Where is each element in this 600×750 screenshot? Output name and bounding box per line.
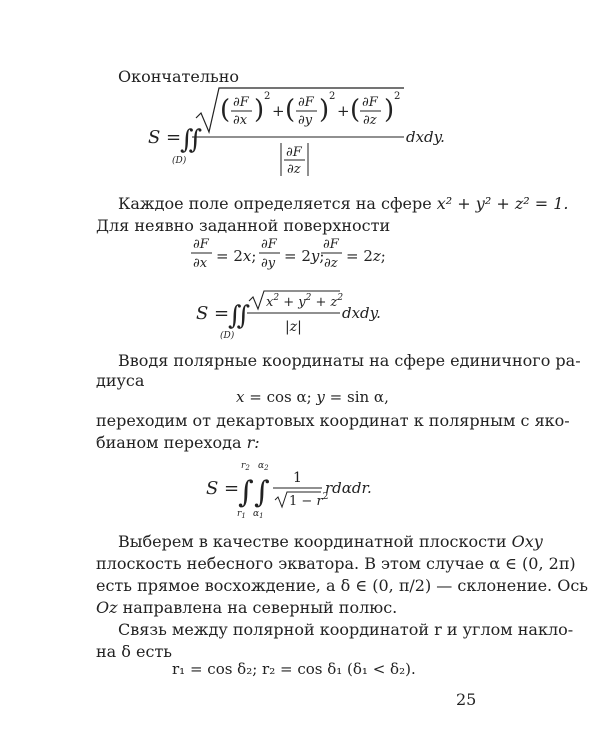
svg-text:∂z: ∂z xyxy=(324,256,338,271)
formula-sphere: x² + y² + z² = 1. xyxy=(436,194,569,213)
svg-text:∫: ∫ xyxy=(254,475,270,510)
formula-r-values: r₁ = cos δ₂; r₂ = cos δ₁ (δ₁ < δ₂). xyxy=(172,660,416,678)
svg-text:=: = xyxy=(166,127,182,148)
svg-text:x2 + y2 + z2: $x^2 + y^2 + z^2$ xyxy=(266,293,344,310)
svg-text:∬: ∬ xyxy=(228,301,251,331)
svg-text:∂F: ∂F xyxy=(286,145,302,160)
page-number: 25 xyxy=(456,690,477,709)
paragraph-relation: Связь между полярной координатой r и углом накло- xyxy=(118,620,574,639)
paragraph-radius: диуса xyxy=(96,371,145,390)
svg-text:∂F: ∂F xyxy=(362,95,378,110)
svg-text:∂F: ∂F xyxy=(261,237,277,252)
paragraph-jacobian: бианом перехода r: xyxy=(96,433,260,452)
paragraph-polar: Вводя полярные координаты на сфере единичного ра- xyxy=(118,351,581,370)
svg-text:(D): (D) xyxy=(220,331,235,341)
svg-text:∂F: ∂F xyxy=(233,95,249,110)
svg-text:|z|: |z| xyxy=(285,319,302,335)
svg-text:dxdy.: dxdy. xyxy=(406,128,445,146)
paragraph-declination: есть прямое восхождение, а δ ∈ (0, π/2) — склонение. Ось xyxy=(96,576,588,595)
svg-text:∂x: ∂x xyxy=(193,256,208,271)
paragraph-equator: плоскость небесного экватора. В этом случае α ∈ (0, 2π) xyxy=(96,554,576,573)
svg-text:): ) xyxy=(319,95,330,125)
svg-text:(: ( xyxy=(350,95,361,125)
svg-text:= 2x;: = 2x; xyxy=(216,247,257,265)
svg-text:+: + xyxy=(272,102,285,120)
svg-text:S: S xyxy=(196,303,209,324)
svg-text:(: ( xyxy=(285,95,296,125)
svg-text:α2: $\alpha_2$ xyxy=(258,461,269,472)
svg-text:): ) xyxy=(254,95,265,125)
svg-text:=: = xyxy=(214,303,230,324)
paragraph-choose: Выберем в качестве координатной плоскости Oxy xyxy=(118,532,543,551)
svg-text:S: S xyxy=(148,127,161,148)
svg-text:2: 2 xyxy=(329,91,336,102)
svg-text:): ) xyxy=(384,95,395,125)
svg-text:1 − r2: $1 - r^2$ xyxy=(289,492,329,509)
svg-text:∂F: ∂F xyxy=(193,237,209,252)
svg-text:r1: $r_1$ xyxy=(237,509,246,520)
svg-text:∂z: ∂z xyxy=(287,162,301,177)
paragraph-axis: Oz направлена на северный полюс. xyxy=(96,598,398,617)
paragraph-angle: на δ есть xyxy=(96,642,173,661)
svg-text:∂F: ∂F xyxy=(298,95,314,110)
svg-text:= 2z;: = 2z; xyxy=(346,247,386,265)
svg-text:1: 1 xyxy=(293,470,302,486)
svg-text:∫: ∫ xyxy=(238,475,254,510)
svg-text:∂y: ∂y xyxy=(298,113,313,128)
svg-text:∬: ∬ xyxy=(180,125,203,155)
formula-polar: x = cos α; y = sin α, xyxy=(236,388,389,406)
svg-text:dxdy.: dxdy. xyxy=(342,304,381,322)
svg-text:∂y: ∂y xyxy=(261,256,276,271)
paragraph-implicit: Для неявно заданной поверхности xyxy=(96,216,391,235)
svg-text:(: ( xyxy=(220,95,231,125)
svg-text:+: + xyxy=(337,102,350,120)
svg-text:2: 2 xyxy=(394,91,401,102)
svg-text:(D): (D) xyxy=(172,156,187,166)
svg-text:r2: $r_2$ xyxy=(241,461,250,472)
paragraph-finally: Окончательно xyxy=(118,67,240,86)
svg-text:= 2y;: = 2y; xyxy=(284,247,325,265)
svg-text:2: 2 xyxy=(264,91,271,102)
svg-text:∂x: ∂x xyxy=(233,113,248,128)
svg-text:∂z: ∂z xyxy=(363,113,377,128)
svg-text:=: = xyxy=(224,478,240,499)
svg-text:∂F: ∂F xyxy=(323,237,339,252)
paragraph-transition: переходим от декартовых координат к полярным с яко- xyxy=(96,411,570,430)
svg-text:α1: $\alpha_1$ xyxy=(253,509,264,520)
svg-text:rdαdr.: rdαdr. xyxy=(325,479,372,497)
svg-text:S: S xyxy=(206,478,219,499)
paragraph-sphere: Каждое поле определяется на сфере x² + y² + z² = 1. xyxy=(118,194,569,213)
